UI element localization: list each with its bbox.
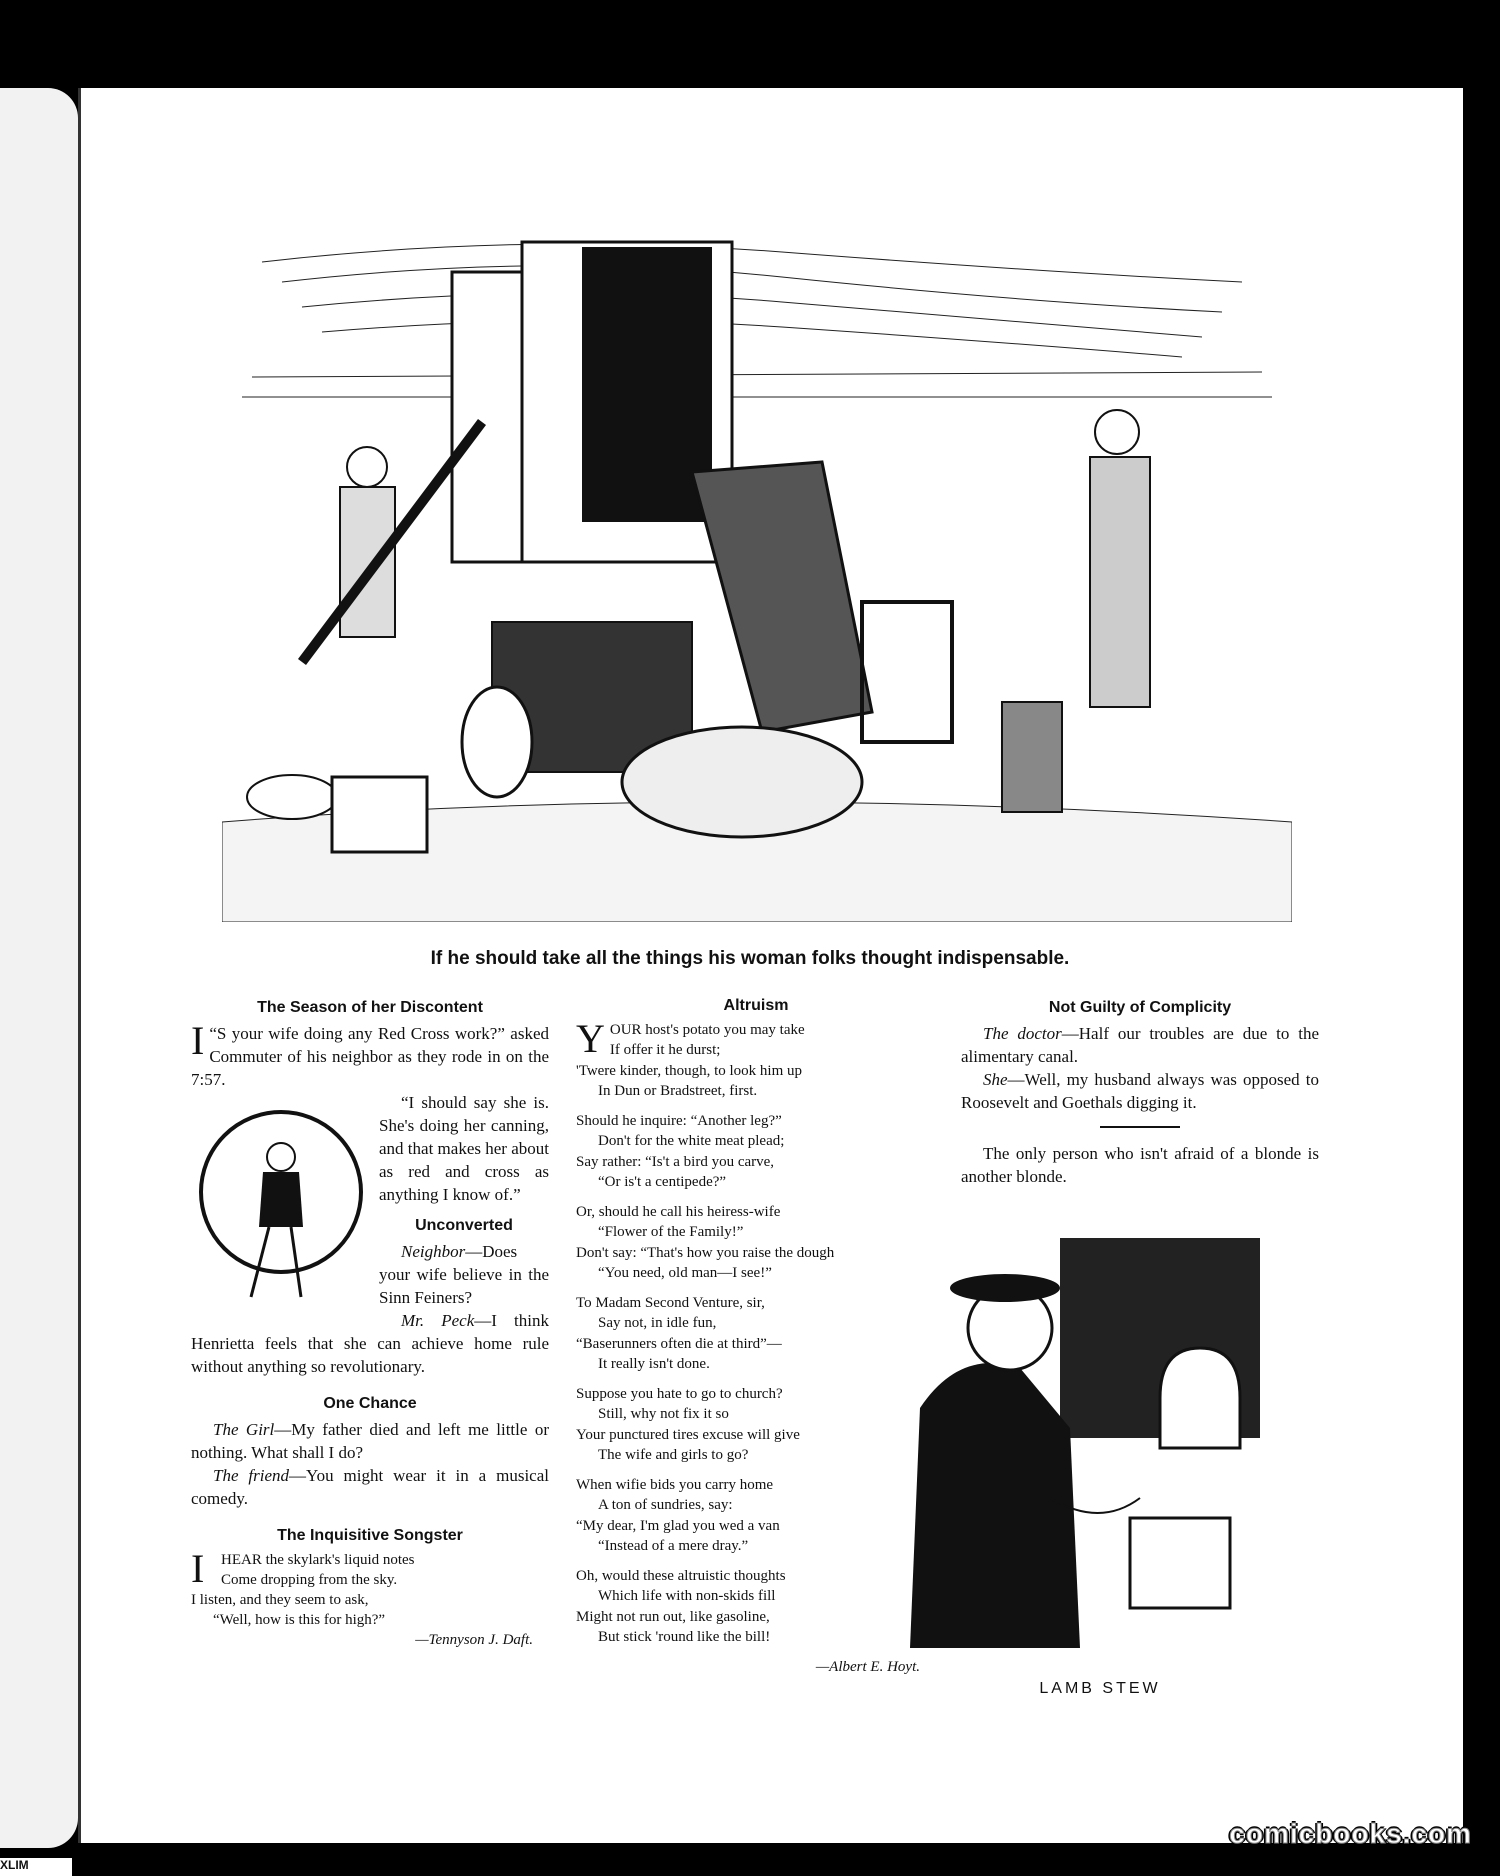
poem-line: To Madam Second Venture, sir, [576,1294,765,1311]
corner-label: XLIM [0,1858,72,1876]
poem-line: “Flower of the Family!” [598,1224,744,1240]
poem-line: Still, why not fix it so [598,1406,729,1422]
column-right [961,996,1319,1188]
column-middle [576,996,936,1677]
poem-stanza [576,1566,936,1648]
lamb-stew-illustration [900,1228,1300,1668]
cartoon-caption: LAMB STEW [1039,1680,1161,1697]
author-signature: —Tennyson J. Daft. [415,1632,533,1648]
paragraph: She—Well, my husband always was opposed to Roosevelt and Goethals digging it. [961,1070,1319,1112]
poem-line: Don't for the white meat plead; [598,1133,785,1149]
column-left [191,996,549,1650]
poem-stanza [576,1015,936,1102]
poem-stanza [576,1475,936,1557]
poem-line: “Baserunners often die at third”— [576,1335,782,1352]
poem-line: “You need, old man—I see!” [598,1265,772,1281]
drop-cap: Y [576,1015,605,1061]
poem-line: Say not, in idle fun, [598,1315,717,1331]
paragraph: The doctor—Half our troubles are due to the alimentary canal. [961,1024,1319,1066]
paragraph: The Girl—My father died and left me little or nothing. What shall I do? [191,1420,550,1462]
poem-line: Might not run out, like gasoline, [576,1608,770,1625]
poem-stanza [576,1202,936,1284]
poem-line: 'Twere kinder, though, to look him up [576,1062,803,1079]
poem-line: Suppose you hate to go to church? [576,1385,783,1402]
poem-stanza [576,1293,936,1375]
paragraph: Neighbor—Does your wife believe in the Sinn Feiners? [379,1242,549,1307]
poem-stanza [576,1384,936,1466]
paragraph: The friend—You might wear it in a musical comedy. [191,1466,549,1508]
soldiers-furniture-illustration [222,222,1292,922]
poem-line: Say rather: “Is't a bird you carve, [576,1153,775,1170]
poem-line: YOUR host's potato you may take [576,1015,805,1061]
poem-line: Don't say: “That's how you raise the dough [576,1244,835,1261]
drop-cap: I [191,1546,205,1591]
site-watermark: comicbooks.com [1229,1818,1472,1849]
poem: I HEAR the skylark's liquid notes Come dropping from the sky. I listen, and they seem to ask, “Well, how is this for high?” —Tennyson J. Daft. [191,1550,549,1650]
paragraph: “ I S your wife doing any Red Cross work?” asked Commuter of his neighbor as they rode in on the 7:57. [191,1018,549,1089]
poem-line: Which life with non-skids fill [598,1588,776,1604]
article-title: Unconverted [415,1217,513,1234]
poem-line: “My dear, I'm glad you wed a van [576,1517,780,1534]
article-title: Altruism [723,997,789,1014]
poem-line: The wife and girls to go? [598,1447,749,1463]
paragraph: The only person who isn't afraid of a blonde is another blonde. [961,1144,1319,1186]
drop-cap: I [191,1018,205,1063]
poem-line: Your punctured tires excuse will give [576,1426,800,1443]
poem-line: Or, should he call his heiress-wife [576,1203,781,1220]
poem-line: But stick 'round like the bill! [598,1629,771,1645]
poem-line: It really isn't done. [598,1356,710,1372]
article-title: The Season of her Discontent [257,999,483,1016]
woman-in-hoop-illustration [191,1097,371,1312]
poem-altruism [576,1015,936,1648]
poem-line: If offer it he durst; [609,1042,721,1058]
article-title: Not Guilty of Complicity [1048,999,1232,1016]
poem-line: Oh, would these altruistic thoughts [576,1567,786,1584]
author-signature: —Albert E. Hoyt. [815,1658,920,1675]
poem-line: A ton of sundries, say: [598,1497,733,1513]
article-title: One Chance [323,1395,417,1412]
poem-line: “Instead of a mere dray.” [598,1538,749,1554]
paragraph: “I should say she is. She's doing her canning, and that makes her about as red and cross as anything I know of.” [191,1091,549,1206]
poem-line: In Dun or Bradstreet, first. [598,1083,758,1099]
poem-stanza [576,1111,936,1193]
paragraph: Mr. Peck—I think Henrietta feels that she can achieve home rule without anything so revolutionary. [191,1311,549,1376]
poem-line: When wifie bids you carry home [576,1476,774,1493]
article-title: The Inquisitive Songster [277,1527,463,1544]
poem-line: “Or is't a centipede?” [598,1174,727,1190]
poem-line: Should he inquire: “Another leg?” [576,1112,782,1129]
illustration-caption: If he should take all the things his woman folks thought indispensable. [430,948,1070,969]
divider [1100,1126,1180,1128]
